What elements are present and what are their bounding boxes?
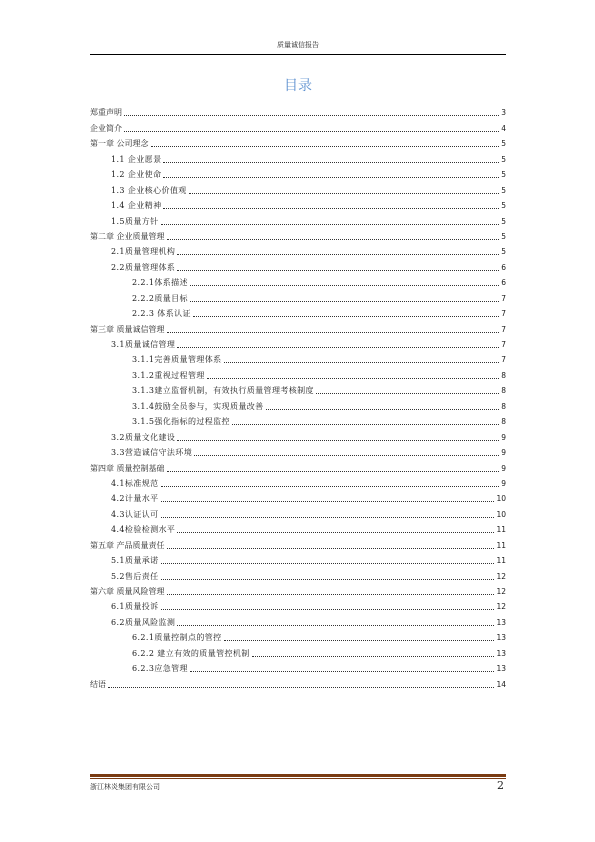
toc-entry[interactable] bbox=[90, 474, 506, 489]
toc-dot-leader bbox=[194, 455, 499, 456]
toc-entry-page: 5 bbox=[501, 139, 506, 149]
toc-dot-leader bbox=[124, 131, 499, 132]
toc-entry[interactable] bbox=[90, 443, 506, 458]
table-of-contents bbox=[90, 103, 506, 690]
toc-entry-label: 1.3 企业核心价值观 bbox=[111, 185, 187, 195]
footer-company-name: 浙江林炎集团有限公司 bbox=[90, 783, 160, 791]
toc-entry-label: 结语 bbox=[90, 679, 106, 689]
toc-entry-page: 12 bbox=[496, 571, 506, 581]
toc-entry-page: 10 bbox=[496, 509, 506, 519]
toc-entry-page: 7 bbox=[501, 293, 506, 303]
toc-entry[interactable] bbox=[90, 566, 506, 581]
toc-dot-leader bbox=[161, 224, 500, 225]
toc-entry-page: 5 bbox=[501, 154, 506, 164]
toc-dot-leader bbox=[252, 656, 495, 657]
toc-entry-page: 9 bbox=[501, 478, 506, 488]
toc-entry-label: 3.1.1完善质量管理体系 bbox=[132, 355, 222, 365]
toc-entry-label: 3.1.4鼓励全员参与，实现质量改善 bbox=[132, 401, 264, 411]
toc-dot-leader bbox=[161, 609, 495, 610]
toc-entry-label: 3.3营造诚信守法环境 bbox=[111, 448, 193, 458]
toc-entry[interactable] bbox=[90, 427, 506, 442]
toc-dot-leader bbox=[224, 640, 495, 641]
toc-entry-label: 第四章 质量控制基础 bbox=[90, 463, 165, 473]
toc-entry-page: 11 bbox=[496, 540, 506, 550]
toc-entry-page: 12 bbox=[496, 602, 506, 612]
toc-entry[interactable] bbox=[90, 149, 506, 164]
toc-dot-leader bbox=[167, 471, 500, 472]
toc-entry[interactable] bbox=[90, 365, 506, 380]
toc-entry-page: 12 bbox=[496, 587, 506, 596]
toc-entry-page: 6 bbox=[501, 278, 506, 288]
toc-entry-label: 6.2.1质量控制点的管控 bbox=[132, 633, 222, 643]
toc-dot-leader bbox=[167, 548, 495, 549]
toc-entry-label: 1.5质量方针 bbox=[111, 216, 159, 226]
toc-entry-page: 5 bbox=[501, 185, 506, 195]
header-rule bbox=[90, 54, 506, 55]
toc-entry-label: 3.1.2重视过程管理 bbox=[132, 370, 205, 380]
toc-entry-label: 6.2.3应急管理 bbox=[132, 664, 188, 674]
toc-entry-page: 11 bbox=[496, 556, 506, 566]
toc-dot-leader bbox=[161, 563, 495, 564]
toc-dot-leader bbox=[177, 625, 494, 626]
toc-dot-leader bbox=[177, 270, 499, 271]
toc-entry[interactable] bbox=[90, 520, 506, 535]
toc-entry-label: 3.1质量诚信管理 bbox=[111, 340, 176, 349]
toc-entry-label: 2.2.2质量目标 bbox=[132, 293, 188, 303]
toc-title: 目录 bbox=[284, 78, 312, 94]
toc-entry[interactable] bbox=[90, 304, 506, 319]
toc-entry-page: 8 bbox=[501, 370, 506, 380]
toc-entry-page: 11 bbox=[496, 525, 506, 535]
toc-entry-label: 第六章 质量风险管理 bbox=[90, 587, 165, 596]
toc-entry-page: 9 bbox=[501, 432, 506, 442]
toc-entry[interactable] bbox=[90, 504, 506, 519]
toc-dot-leader bbox=[177, 254, 499, 255]
toc-entry-page: 9 bbox=[501, 463, 506, 473]
toc-dot-leader bbox=[177, 440, 499, 441]
toc-entry[interactable] bbox=[90, 551, 506, 566]
toc-dot-leader bbox=[190, 285, 499, 286]
toc-entry[interactable] bbox=[90, 227, 506, 242]
toc-entry-page: 6 bbox=[501, 262, 506, 272]
toc-entry-page: 5 bbox=[501, 247, 506, 257]
toc-entry-label: 第五章 产品质量责任 bbox=[90, 540, 165, 550]
toc-dot-leader bbox=[151, 146, 500, 147]
toc-entry-label: 1.1 企业愿景 bbox=[111, 154, 162, 164]
toc-entry-label: 4.3认证认可 bbox=[111, 509, 159, 519]
toc-entry[interactable] bbox=[90, 659, 506, 674]
toc-entry-page: 13 bbox=[496, 617, 506, 627]
toc-dot-leader bbox=[163, 208, 499, 209]
toc-entry[interactable] bbox=[90, 211, 506, 226]
toc-dot-leader bbox=[108, 687, 494, 688]
page-number: 2 bbox=[497, 779, 504, 792]
toc-entry-label: 4.4检验检测水平 bbox=[111, 525, 176, 535]
toc-entry[interactable] bbox=[90, 103, 506, 118]
toc-dot-leader bbox=[167, 332, 500, 333]
toc-dot-leader bbox=[177, 347, 499, 348]
toc-entry-label: 6.2.2 建立有效的质量管控机制 bbox=[132, 648, 250, 658]
toc-entry[interactable] bbox=[90, 134, 506, 149]
toc-entry[interactable] bbox=[90, 674, 506, 689]
toc-dot-leader bbox=[193, 316, 499, 317]
toc-dot-leader bbox=[161, 501, 495, 502]
toc-entry[interactable] bbox=[90, 628, 506, 643]
toc-entry[interactable] bbox=[90, 412, 506, 427]
toc-entry[interactable] bbox=[90, 396, 506, 411]
toc-entry-label: 企业简介 bbox=[90, 123, 122, 133]
toc-dot-leader bbox=[224, 362, 500, 363]
toc-entry[interactable] bbox=[90, 180, 506, 195]
toc-entry[interactable] bbox=[90, 643, 506, 658]
toc-entry-label: 2.1质量管理机构 bbox=[111, 247, 176, 257]
toc-entry-label: 1.2 企业使命 bbox=[111, 170, 162, 180]
toc-dot-leader bbox=[207, 378, 499, 379]
toc-entry-label: 6.1质量投诉 bbox=[111, 602, 159, 612]
toc-entry-label: 2.2.1体系描述 bbox=[132, 278, 188, 288]
toc-entry-label: 3.1.3建立监督机制，有效执行质量管理考核制度 bbox=[132, 386, 314, 396]
toc-entry-page: 5 bbox=[501, 170, 506, 180]
toc-dot-leader bbox=[177, 532, 494, 533]
toc-entry-page: 13 bbox=[496, 648, 506, 658]
toc-entry[interactable] bbox=[90, 165, 506, 180]
toc-entry-page: 13 bbox=[496, 664, 506, 674]
toc-entry[interactable] bbox=[90, 288, 506, 303]
toc-entry[interactable] bbox=[90, 458, 506, 473]
toc-dot-leader bbox=[232, 424, 499, 425]
toc-entry[interactable] bbox=[90, 257, 506, 272]
toc-entry-page: 8 bbox=[501, 401, 506, 411]
toc-dot-leader bbox=[189, 193, 500, 194]
toc-entry-label: 1.4 企业精神 bbox=[111, 201, 162, 211]
toc-dot-leader bbox=[163, 162, 499, 163]
toc-entry-page: 7 bbox=[501, 324, 506, 334]
toc-entry[interactable] bbox=[90, 489, 506, 504]
toc-dot-leader bbox=[161, 486, 500, 487]
toc-entry[interactable] bbox=[90, 273, 506, 288]
toc-dot-leader bbox=[161, 517, 495, 518]
toc-entry[interactable] bbox=[90, 319, 506, 334]
toc-entry[interactable] bbox=[90, 242, 506, 257]
toc-entry[interactable] bbox=[90, 597, 506, 612]
toc-entry-page: 7 bbox=[501, 355, 506, 365]
toc-entry-page: 5 bbox=[501, 216, 506, 226]
toc-entry-label: 4.1标准规范 bbox=[111, 478, 159, 488]
toc-entry-page: 8 bbox=[501, 417, 506, 427]
toc-entry[interactable] bbox=[90, 350, 506, 365]
toc-entry-label: 3.2质量文化建设 bbox=[111, 432, 176, 442]
toc-entry-page: 3 bbox=[501, 108, 506, 118]
toc-dot-leader bbox=[316, 393, 499, 394]
page-header: 质量诚信报告 bbox=[277, 41, 319, 49]
toc-entry-page: 7 bbox=[501, 309, 506, 319]
toc-entry-page: 5 bbox=[501, 231, 506, 241]
toc-dot-leader bbox=[167, 594, 495, 595]
toc-entry-label: 3.1.5强化指标的过程监控 bbox=[132, 417, 230, 427]
toc-dot-leader bbox=[190, 301, 499, 302]
toc-entry[interactable] bbox=[90, 535, 506, 550]
toc-entry-page: 9 bbox=[501, 448, 506, 458]
toc-entry-page: 10 bbox=[496, 494, 506, 504]
toc-entry[interactable] bbox=[90, 612, 506, 627]
toc-entry-page: 4 bbox=[501, 123, 506, 133]
toc-entry-label: 4.2计量水平 bbox=[111, 494, 159, 504]
toc-entry-page: 14 bbox=[496, 679, 506, 689]
toc-entry[interactable] bbox=[90, 381, 506, 396]
toc-entry-page: 7 bbox=[501, 340, 506, 349]
toc-entry-label: 第三章 质量诚信管理 bbox=[90, 324, 165, 334]
toc-dot-leader bbox=[163, 177, 499, 178]
toc-entry-label: 5.2售后责任 bbox=[111, 571, 159, 581]
toc-dot-leader bbox=[124, 115, 499, 116]
toc-entry-label: 6.2质量风险监测 bbox=[111, 617, 176, 627]
toc-dot-leader bbox=[167, 239, 500, 240]
toc-entry-label: 2.2.3 体系认证 bbox=[132, 309, 191, 319]
toc-entry-label: 2.2质量管理体系 bbox=[111, 262, 176, 272]
toc-entry-page: 5 bbox=[501, 201, 506, 211]
toc-entry-page: 8 bbox=[501, 386, 506, 396]
footer-rule-thin bbox=[90, 778, 506, 779]
toc-dot-leader bbox=[161, 579, 495, 580]
toc-entry-label: 郑重声明 bbox=[90, 108, 122, 118]
toc-entry[interactable] bbox=[90, 335, 506, 350]
toc-entry[interactable] bbox=[90, 118, 506, 133]
toc-entry[interactable] bbox=[90, 196, 506, 211]
toc-entry-label: 第二章 企业质量管理 bbox=[90, 231, 165, 241]
toc-entry-label: 5.1质量承诺 bbox=[111, 556, 159, 566]
toc-entry-label: 第一章 公司理念 bbox=[90, 139, 149, 149]
toc-entry[interactable] bbox=[90, 582, 506, 597]
toc-dot-leader bbox=[190, 671, 494, 672]
toc-dot-leader bbox=[266, 409, 500, 410]
footer-rule bbox=[90, 774, 506, 777]
toc-entry-page: 13 bbox=[496, 633, 506, 643]
